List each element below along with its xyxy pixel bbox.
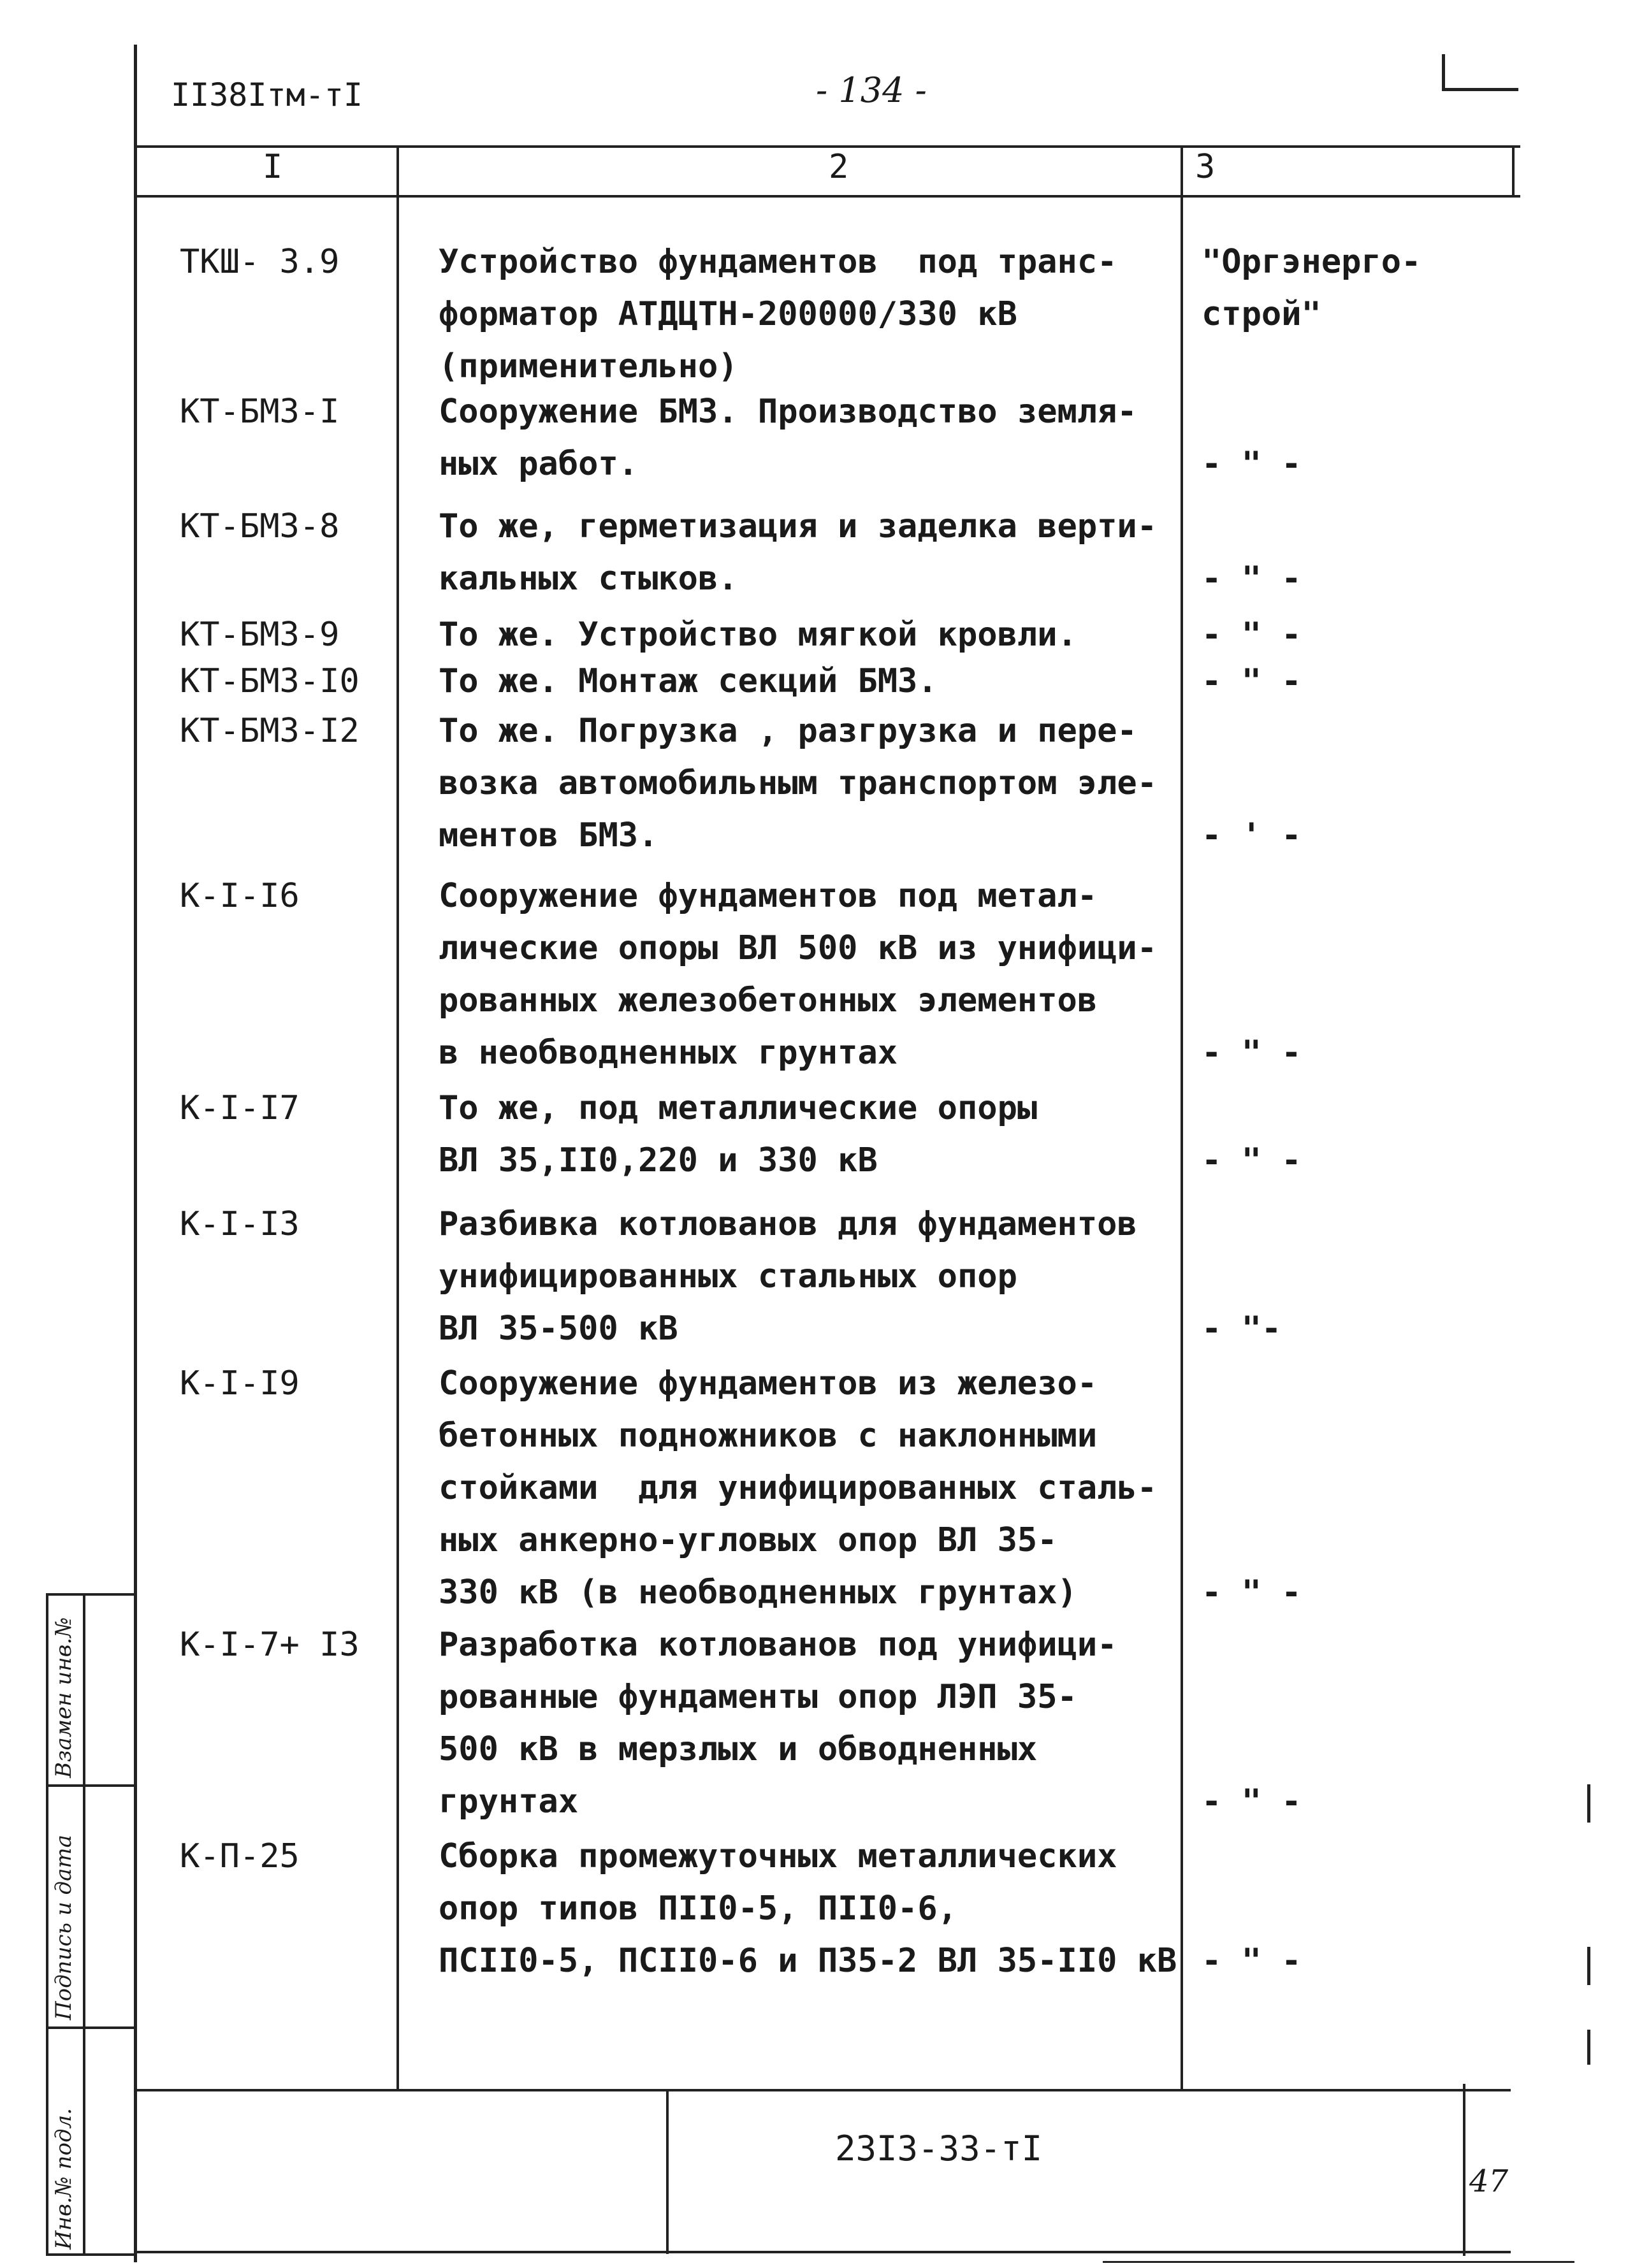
row-code: КТ-БМЗ-I0 [180, 662, 360, 700]
title-block-divider [666, 2091, 669, 2254]
row-code: КТ-БМЗ-9 [180, 616, 340, 654]
title-block-top-line [134, 2089, 1511, 2091]
scan-mark [1587, 1784, 1590, 1823]
scan-mark [1587, 2030, 1590, 2065]
row-code: К-I-7+ I3 [180, 1626, 360, 1664]
row-description: Сборка промежуточных металлических опор типов ПII0-5, ПII0-6, ПСII0-5, ПСII0-6 и П35-2 ВЛ 35-II0 кВ [439, 1837, 1177, 1980]
row-source: - " - [1202, 445, 1302, 483]
row-description: Сооружение БМЗ. Производство земля- ных работ. [439, 393, 1137, 483]
row-source: - "- [1202, 1310, 1282, 1348]
row-source: - " - [1202, 662, 1302, 700]
scan-mark [1103, 2261, 1574, 2263]
stamp-bottom-line [46, 2253, 136, 2256]
row-source: - " - [1202, 1573, 1302, 1612]
row-source: - " - [1202, 1782, 1302, 1821]
stamp-inv-podl: Инв.№ подл. [51, 2108, 76, 2250]
header-bottom-line [134, 195, 1520, 198]
row-description: Устройство фундаментов под транс- форматор АТДЦТН-200000/330 кВ (применительно) [439, 243, 1117, 386]
row-description: То же. Устройство мягкой кровли. [439, 616, 1077, 654]
stamp-podpis-data: Подпись и дата [51, 1835, 76, 2020]
row-description: Сооружение фундаментов под метал- лические опоры ВЛ 500 кВ из унифици- рованных железобетонных элементов в необводненных грунтах [439, 877, 1158, 1072]
scan-mark [1587, 1947, 1590, 1985]
title-block-bottom-line [134, 2251, 1511, 2253]
col1-divider [396, 145, 399, 2089]
row-code: К-I-I7 [180, 1089, 300, 1127]
document-number: 23I3-33-тI [835, 2128, 1043, 2169]
stamp-outer-line [46, 1593, 48, 2256]
corner-mark-h [1442, 88, 1518, 91]
row-code: К-П-25 [180, 1837, 300, 1875]
row-description: Разбивка котлованов для фундаментов унифицированных стальных опор ВЛ 35-500 кВ [439, 1205, 1137, 1348]
column-1-header: I [263, 148, 283, 186]
corner-mark [1442, 54, 1445, 89]
stamp-top-line [46, 1593, 136, 1596]
row-description: То же, герметизация и заделка верти- кальных стыков. [439, 507, 1158, 598]
sheet-number: 47 [1469, 2163, 1509, 2199]
row-code: ТКШ- 3.9 [180, 243, 340, 281]
header-top-line [134, 145, 1520, 148]
stamp-divider-2 [46, 2026, 136, 2029]
row-code: КТ-БМЗ-I2 [180, 712, 360, 750]
col2-divider [1181, 145, 1183, 2089]
column-3-header: 3 [1195, 148, 1216, 186]
row-code: КТ-БМЗ-8 [180, 507, 340, 545]
page-number: - 134 - [816, 70, 927, 110]
sheet-box-divider [1463, 2084, 1465, 2256]
stamp-divider-1 [46, 1784, 136, 1787]
row-description: То же, под металлические опоры ВЛ 35,II0,220 и 330 кВ [439, 1089, 1038, 1180]
row-source: - " - [1202, 1034, 1302, 1072]
row-source: - " - [1202, 1942, 1302, 1980]
row-source: - " - [1202, 1141, 1302, 1180]
row-source: - " - [1202, 616, 1302, 654]
document-code: II38Iтм-тI [171, 76, 363, 113]
row-code: К-I-I3 [180, 1205, 300, 1243]
row-source: - ' - [1202, 816, 1302, 855]
row-description: Сооружение фундаментов из железо- бетонных подножников с наклонными стойками для унифицированных сталь- ных анкерно-угловых опор ВЛ 35- 330 кВ (в необводненных грунтах) [439, 1364, 1158, 1612]
stamp-inner-line [83, 1593, 85, 2256]
right-header-line [1512, 145, 1515, 195]
row-source: "Оргэнерго- строй" [1202, 243, 1421, 333]
row-description: Разработка котлованов под унифици- рованные фундаменты опор ЛЭП 35- 500 кВ в мерзлых и обводненных грунтах [439, 1626, 1117, 1821]
stamp-vzamen-inv: Взамен инв.№ [51, 1617, 76, 1778]
column-2-header: 2 [829, 148, 849, 186]
row-description: То же. Монтаж секций БМЗ. [439, 662, 938, 700]
row-code: КТ-БМЗ-I [180, 393, 340, 431]
row-description: То же. Погрузка , разгрузка и пере- возка автомобильным транспортом эле- ментов БМЗ. [439, 712, 1158, 855]
row-source: - " - [1202, 560, 1302, 598]
left-frame-line [134, 45, 137, 2262]
row-code: К-I-I9 [180, 1364, 300, 1403]
row-code: К-I-I6 [180, 877, 300, 915]
